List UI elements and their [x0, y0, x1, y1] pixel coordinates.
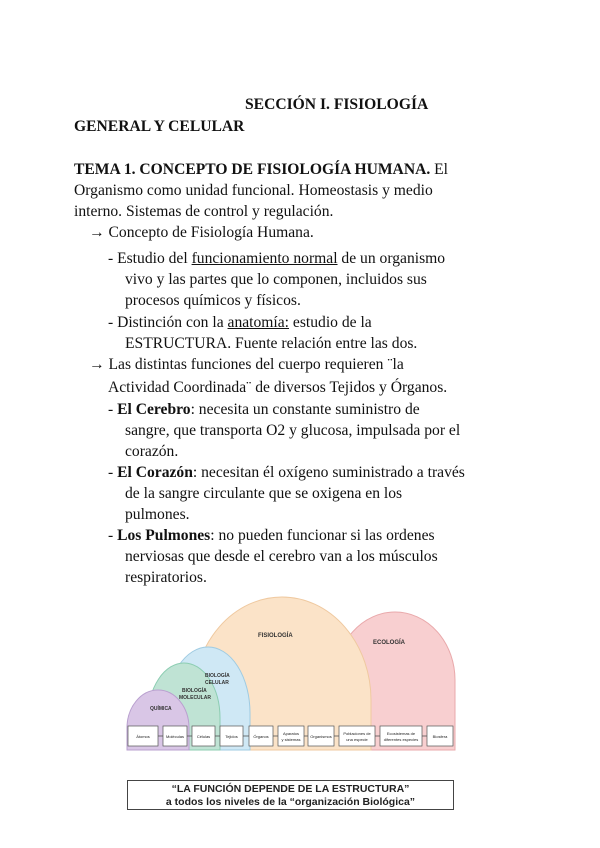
bullet-text: : necesita un constante suministro de — [190, 401, 420, 418]
bullet-text: - Estudio del — [108, 250, 192, 267]
level-box-ecosistemas-1: Ecosistemas de — [386, 731, 416, 736]
bullet-dash: - — [108, 464, 118, 481]
tema-intro-line-2: Organismo como unidad funcional. Homeostasis y medio — [74, 182, 433, 199]
biologia-molecular-label-2: MOLECULAR — [179, 695, 211, 701]
level-box-aparatos-2: y sistemas — [281, 737, 301, 742]
bullet-corazon-line-2: de la sangre circulante que se oxigena en los — [125, 485, 403, 502]
level-box-atomos: Átomos — [136, 734, 150, 739]
caption-line-2: a todos los niveles de la “organización Biológica” — [165, 795, 416, 808]
ecologia-label: ECOLOGÍA — [373, 640, 406, 646]
underlined-term: funcionamiento normal — [191, 250, 338, 267]
level-box-poblaciones-2: una especie — [346, 737, 368, 742]
bold-term: El Corazón — [117, 464, 193, 481]
level-box-ecosistemas-2: diferentes especies — [383, 737, 419, 742]
bullet-text: : no pueden funcionar si las ordenes — [210, 527, 435, 544]
level-box-aparatos-1: Aparatos — [282, 731, 300, 736]
bullet-dash: - — [108, 401, 118, 418]
diagram-caption — [127, 780, 454, 810]
level-box-organismos: Organismos — [310, 734, 332, 739]
level-box-moleculas: Moléculas — [165, 734, 185, 739]
section-title-line-2: GENERAL Y CELULAR — [74, 118, 245, 135]
level-box-tejidos: Tejidos — [225, 734, 238, 739]
biologia-celular-label-2: CELULAR — [205, 680, 229, 686]
arrow-icon: → — [89, 356, 105, 373]
level-box-organos: Órganos — [253, 734, 269, 739]
level-box-biosfera: Biosfera — [432, 734, 448, 739]
bullet-pulmones-line-2: nerviosas que desde el cerebro van a los músculos — [125, 548, 438, 565]
bullet-estudio-line-3: procesos químicos y físicos. — [125, 292, 301, 309]
arrow-icon: → — [89, 224, 105, 241]
tema-heading: TEMA 1. CONCEPTO DE FISIOLOGÍA HUMANA. — [74, 161, 431, 178]
bold-term: El Cerebro — [117, 401, 191, 418]
level-box-poblaciones-1: Poblaciones de — [343, 731, 371, 736]
arrow-item-text: Concepto de Fisiología Humana. — [108, 224, 314, 241]
bullet-text: - Distinción con la — [108, 314, 228, 331]
bullet-pulmones-line-3: respiratorios. — [125, 569, 207, 586]
bullet-text: estudio de la — [289, 314, 372, 331]
caption-line-1: “LA FUNCIÓN DEPENDE DE LA ESTRUCTURA” — [171, 783, 410, 795]
section-title-line-1: SECCIÓN I. FISIOLOGÍA — [245, 96, 429, 113]
bullet-estudio-line-2: vivo y las partes que lo componen, incluidos sus — [125, 271, 427, 288]
bullet-corazon-line-3: pulmones. — [125, 506, 190, 523]
tema-intro-start: El — [434, 161, 449, 178]
arrow-item-text: Las distintas funciones del cuerpo requieren ¨la — [108, 356, 404, 373]
bullet-cerebro-line-2: sangre, que transporta O2 y glucosa, impulsada por el — [125, 422, 461, 439]
level-box-celulas: Células — [196, 734, 211, 739]
bullet-text: : necesitan él oxígeno suministrado a través — [192, 464, 465, 481]
underlined-term: anatomía: — [227, 314, 290, 331]
arrow-item-funciones-line-2: Actividad Coordinada¨ de diversos Tejidos y Órganos. — [108, 379, 448, 396]
tema-intro-line-3: interno. Sistemas de control y regulación. — [74, 203, 334, 220]
biologia-celular-label-1: BIOLOGÍA — [205, 673, 230, 679]
biologia-molecular-label-1: BIOLOGÍA — [182, 688, 207, 694]
quimica-label: QUÍMICA — [150, 706, 172, 712]
bullet-distincion-line-2: ESTRUCTURA. Fuente relación entre las dos. — [125, 335, 418, 352]
fisiologia-label: FISIOLOGÍA — [258, 633, 293, 639]
bullet-text: de un organismo — [337, 250, 446, 267]
bullet-dash: - — [108, 527, 118, 544]
bullet-cerebro-line-3: corazón. — [125, 443, 179, 460]
bold-term: Los Pulmones — [117, 527, 211, 544]
